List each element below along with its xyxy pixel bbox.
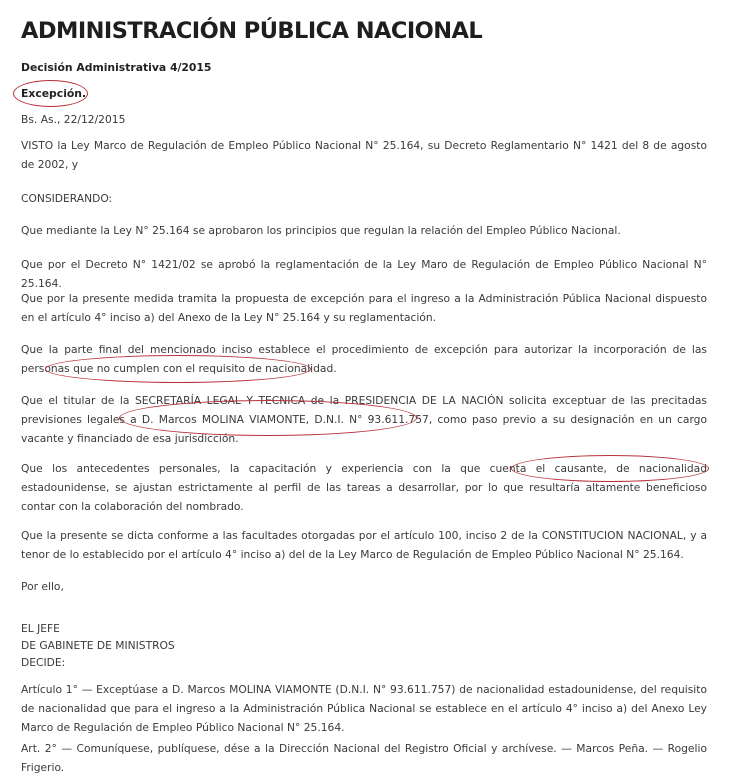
paragraph-6-end: , se ajustan estrictamente al perfil de las tareas a desarrollar, por lo que resultaría altamente beneficioso contar con la colaboración del nombrado. [21, 481, 707, 513]
article-2: Art. 2° — Comuníquese, publíquese, dése a la Dirección Nacional del Registro Oficial y archívese. — Marcos Peña. — Rogelio Frigerio. [21, 742, 707, 774]
document-title: ADMINISTRACIÓN PÚBLICA NACIONAL [21, 18, 483, 44]
paragraph-5 [21, 391, 707, 448]
paragraph-7: Que la presente se dicta conforme a las facultades otorgadas por el artículo 100, inciso 2 de la CONSTITUCION NACIONAL, y a tenor de lo establecido por el artículo 4° inciso a) del de la Ley Marco de Regulación de Empleo Público Nacional N° 25.164. [21, 529, 707, 561]
paragraph-5-end: , como paso previo a su designación en un cargo vacante y financiado de esa jurisdicción. [21, 413, 707, 445]
date-line: Bs. As., 22/12/2015 [21, 113, 126, 126]
visto-paragraph: VISTO la Ley Marco de Regulación de Empleo Público Nacional N° 25.164, su Decreto Reglamentario N° 1421 del 8 de agosto de 2002, y [21, 139, 707, 171]
paragraph-5-highlight: D. Marcos MOLINA VIAMONTE, D.N.I. N° 93.611.757 [141, 413, 429, 426]
decide-heading: DECIDE: [21, 656, 66, 669]
paragraph-4-text: Que la parte final del mencionado inciso establece el procedimiento de excepción para autorizar la incorporación de las personas que [21, 343, 707, 375]
paragraph-4-highlight: no cumplen con el requisito de nacionalidad [96, 362, 334, 375]
paragraph-6-text: Que los antecedentes personales, la capacitación y experiencia con la que cuenta el causante, [21, 462, 617, 475]
topic-label [21, 84, 86, 103]
considerando-heading: CONSIDERANDO: [21, 192, 113, 205]
signatory-line-1: EL JEFE [21, 622, 60, 635]
signatory-line-2: DE GABINETE DE MINISTROS [21, 639, 175, 652]
decision-number: Decisión Administrativa 4/2015 [21, 61, 212, 74]
topic-text: Excepción. [21, 87, 87, 100]
paragraph-5-text: Que el titular de la SECRETARÍA LEGAL Y TECNICA de la PRESIDENCIA DE LA NACIÓN solicita exceptuar de las precitadas previsiones legales a [21, 394, 707, 426]
paragraph-1: Que mediante la Ley N° 25.164 se aprobaron los principios que regulan la relación del Empleo Público Nacional. [21, 224, 621, 237]
paragraph-4-end: . [333, 362, 337, 375]
article-1: Artículo 1° — Exceptúase a D. Marcos MOLINA VIAMONTE (D.N.I. N° 93.611.757) de nacionalidad estadounidense, del requisito de nacionalidad que para el ingreso a la Administración Pública Nacional se establece en el artículo 4° inciso a) del Anexo Ley Marco de Regulación de Empleo Público Nacional N° 25.164. [21, 683, 707, 734]
paragraph-6-highlight: de nacionalidad estadounidense [21, 462, 708, 494]
por-ello: Por ello, [21, 580, 64, 593]
paragraph-2: Que por el Decreto N° 1421/02 se aprobó la reglamentación de la Ley Maro de Regulación de Empleo Público Nacional N° 25.164. [21, 258, 707, 290]
paragraph-4 [21, 340, 707, 378]
paragraph-3: Que por la presente medida tramita la propuesta de excepción para el ingreso a la Administración Pública Nacional dispuesto en el artículo 4° inciso a) del Anexo de la Ley N° 25.164 y su reglamentación. [21, 292, 707, 324]
paragraph-6 [21, 459, 707, 516]
